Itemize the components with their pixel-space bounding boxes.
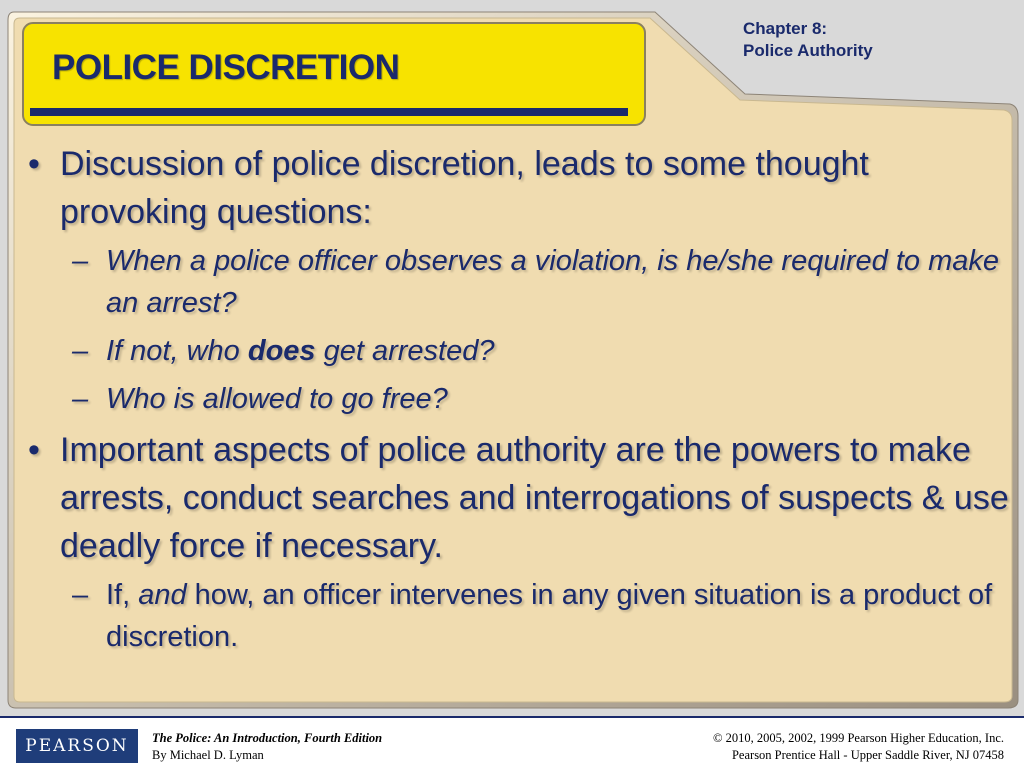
chapter-label [743, 18, 873, 62]
chapter-name: Police Authority [743, 41, 873, 60]
bullet-item [24, 426, 1009, 570]
dash-icon: – [72, 245, 89, 277]
sub-bullet-text-end: how, an officer intervenes in any given situation is a product of discretion. [106, 579, 993, 653]
sub-bullet-item [72, 574, 1009, 658]
sub-bullet-text: Who is allowed to go free? [106, 383, 448, 415]
copyright-line-1: © 2010, 2005, 2002, 1999 Pearson Higher Education, Inc. [712, 731, 1004, 745]
sub-bullet-item [72, 330, 1009, 372]
book-info [152, 730, 382, 764]
copyright-line-2: Pearson Prentice Hall - Upper Saddle River, NJ 07458 [731, 748, 1004, 762]
sub-bullet-item [72, 240, 1009, 324]
dash-icon: – [72, 335, 89, 367]
bullet-item [24, 140, 1009, 236]
sub-bullet-text-end: get arrested? [315, 335, 495, 367]
sub-bullet-text-start: If not, who [106, 335, 248, 367]
sub-bullet-text: When a police officer observes a violation, is he/she required to make an arrest? [106, 245, 1000, 319]
dash-icon: – [72, 579, 89, 611]
bullet-icon: • [28, 431, 40, 469]
chapter-number: Chapter 8: [743, 19, 828, 38]
sub-bullet-item [72, 378, 1009, 420]
slide-body [24, 140, 1009, 664]
emphasis-and: and [138, 579, 187, 611]
dash-icon: – [72, 383, 89, 415]
bullet-text: Discussion of police discretion, leads to some thought provoking questions: [60, 145, 869, 231]
emphasis-does: does [247, 335, 316, 367]
footer [0, 716, 1024, 770]
book-title: The Police: An Introduction, Fourth Edition [152, 731, 383, 745]
bullet-icon: • [28, 145, 40, 183]
pearson-logo: PEARSON [16, 729, 138, 763]
page-title: POLICE DISCRETION [52, 48, 400, 87]
copyright-notice [713, 730, 1004, 764]
book-author: By Michael D. Lyman [152, 748, 264, 762]
title-banner [22, 22, 646, 126]
bullet-text: Important aspects of police authority are the powers to make arrests, conduct searches and interrogations of suspects & use deadly force if necessary. [60, 431, 1009, 565]
title-underline [30, 108, 628, 116]
sub-bullet-text-start: If, [106, 579, 139, 611]
